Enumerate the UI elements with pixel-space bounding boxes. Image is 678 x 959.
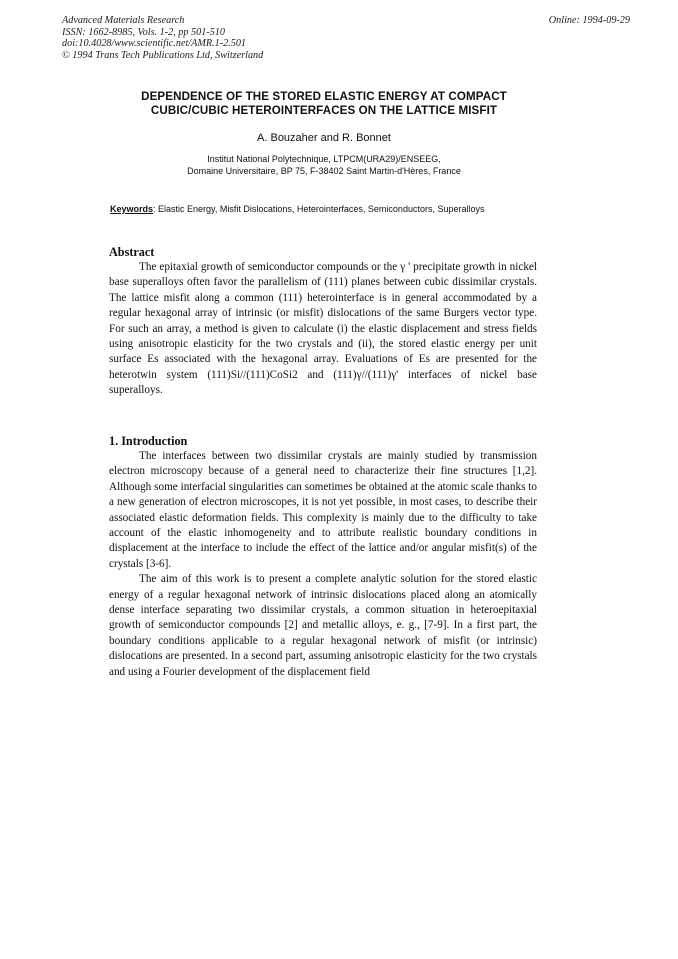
title-line-2: CUBIC/CUBIC HETEROINTERFACES ON THE LATTICE MISFIT (150, 104, 498, 118)
journal-header (62, 15, 263, 61)
keywords-text: : Elastic Energy, Misfit Dislocations, Heterointerfaces, Semiconductors, Superalloys (153, 204, 485, 214)
title-line-1: DEPENDENCE OF THE STORED ELASTIC ENERGY AT COMPACT (141, 90, 507, 103)
copyright-line: © 1994 Trans Tech Publications Ltd, Switzerland (62, 49, 264, 61)
abstract-heading: Abstract (109, 245, 155, 259)
abstract-text: The epitaxial growth of semiconductor compounds or the γ ' precipitate growth in nickel base superalloys often favor the parallelism of (111) planes between cubic dissimilar crystals. The lattice misfit along a common (111) heterointerface is in general accommodated by a regular hexagonal array of intrinsic (or misfit) dislocations of the same Burgers vector type. For such an array, a method is given to calculate (i) the elastic displacement and stress fields using anisotropic elasticity for the two crystals and (ii), the stored elastic energy per unit surface Es associated with the hexagonal array. Evaluations of Es are presented for the heterotwin system (111)Si//(111)CoSi2 and (111)γ//(111)γ' interfaces of nickel base superalloys. (109, 261, 537, 397)
introduction-paragraph-1: The interfaces between two dissimilar crystals are mainly studied by transmission electron microscopy because of a general need to characterize their fine structures [1,2]. Although some interfacial singularities can sometimes be obtained at the atomic scale thanks to a new generation of electron microscopes, it is not yet possible, in most cases, to describe their associated elastic deformation fields. This complexity is mainly due to the difficulty to take account of the elastic inhomogeneity and to attribute realistic boundary conditions in displacement at the interface to include the effect of the lattice and/or angular misfit(s) of the crystals [3-6]. (109, 450, 537, 570)
affiliation (108, 153, 540, 178)
introduction-paragraph-2: The aim of this work is to present a complete analytic solution for the stored elastic energy of a regular hexagonal network of intrinsic dislocations placed along an atomically dense interface separating two dissimilar crystals, a common situation in heteroepitaxial growth of semiconductor compounds [2] and metallic alloys, e. g., [7-9]. In a first part, the boundary conditions applicable to a regular hexagonal network of misfit (or intrinsic) dislocations are presented. In a second part, assuming anisotropic elasticity for the two crystals and using a Fourier development of the displacement field (109, 573, 537, 678)
paper-title (108, 90, 540, 118)
introduction-heading: 1. Introduction (109, 434, 188, 448)
doi-line[interactable]: doi:10.4028/www.scientific.net/AMR.1-2.501 (62, 38, 247, 50)
affiliation-line-1: Institut National Polytechnique, LTPCM(URA29)/ENSEEG, (207, 154, 441, 164)
issn-line: ISSN: 1662-8985, Vols. 1-2, pp 501-510 (62, 26, 225, 38)
affiliation-line-2: Domaine Universitaire, BP 75, F-38402 Saint Martin-d'Hères, France (187, 166, 461, 177)
keywords (110, 204, 484, 214)
abstract-section (109, 245, 537, 399)
authors: A. Bouzaher and R. Bonnet (257, 132, 391, 144)
keywords-label: Keywords (110, 204, 154, 214)
introduction-section (109, 434, 537, 680)
online-date: Online: 1994-09-29 (548, 15, 630, 26)
journal-name: Advanced Materials Research (62, 15, 185, 26)
